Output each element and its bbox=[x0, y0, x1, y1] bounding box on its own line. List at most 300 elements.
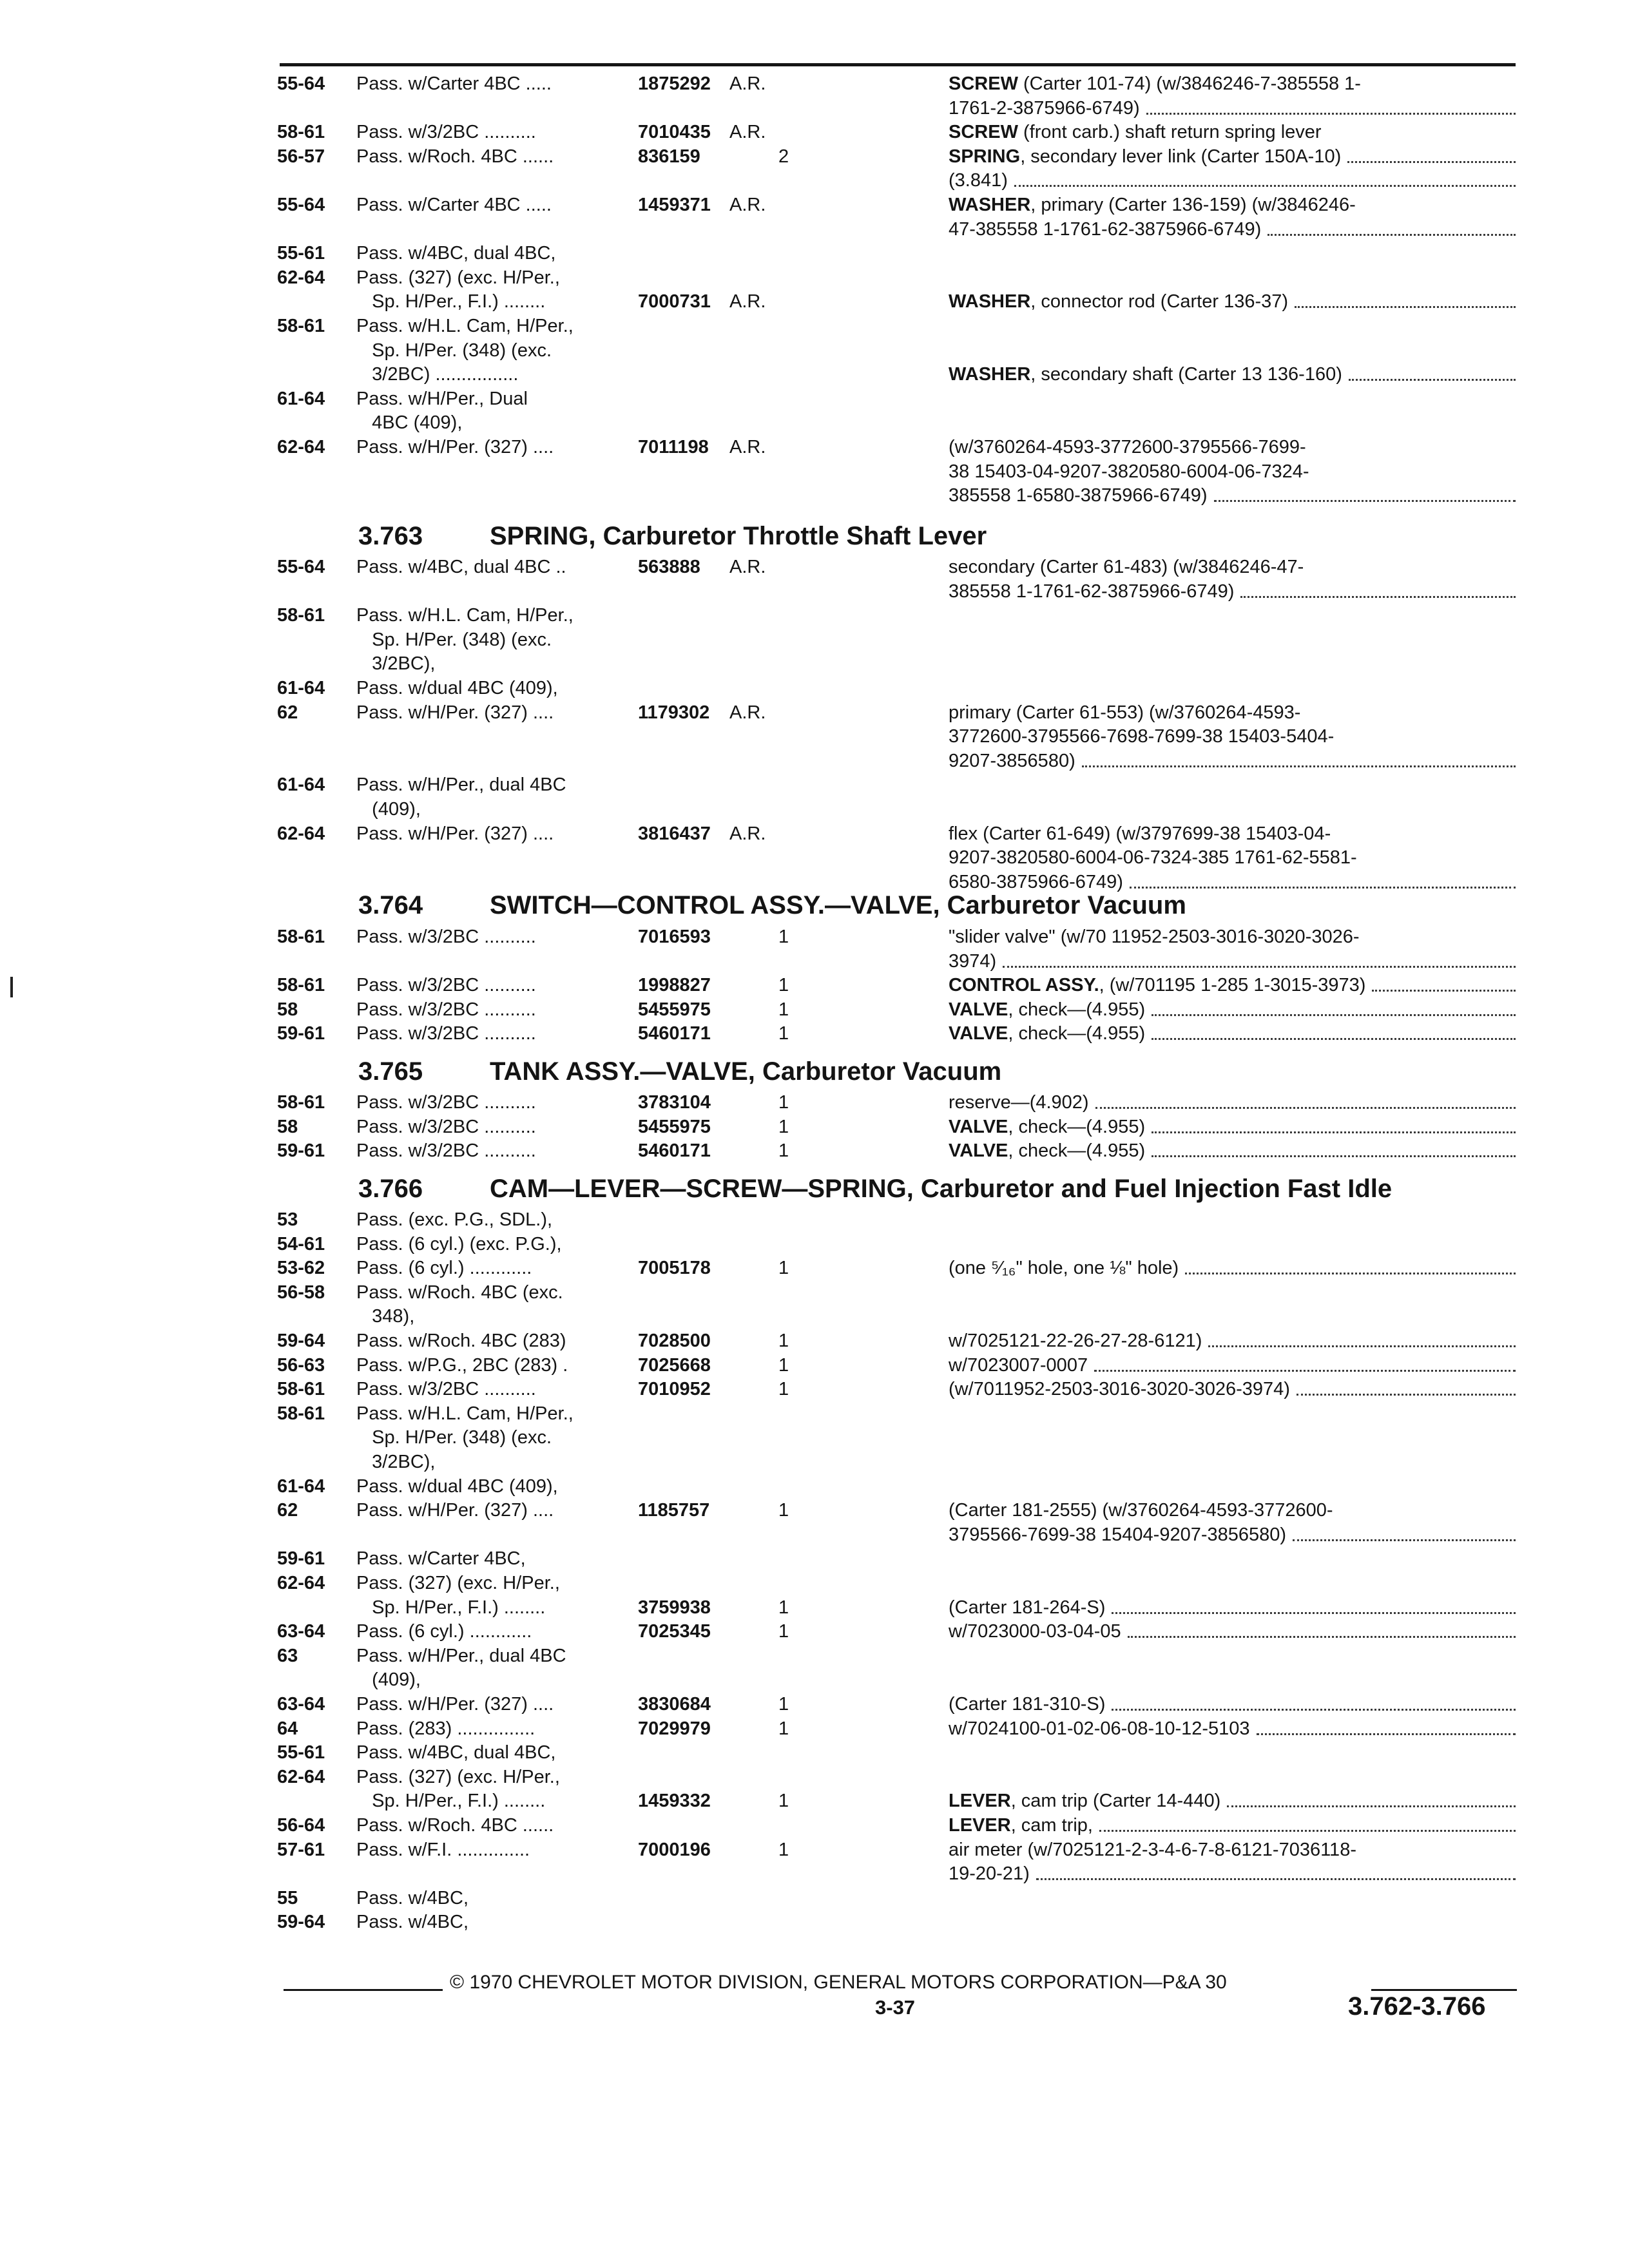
parts-row bbox=[0, 363, 1547, 389]
parts-row bbox=[0, 998, 1547, 1024]
parts-row bbox=[0, 555, 1547, 581]
model-years: 63-64 bbox=[277, 1621, 325, 1642]
application: Pass. (327) (exc. H/Per., bbox=[356, 1573, 560, 1593]
description: 9207-3820580-6004-06-7324-385 1761-62-5581- bbox=[949, 847, 1357, 869]
leader-dots bbox=[1094, 1370, 1516, 1372]
parts-row bbox=[0, 1475, 1547, 1501]
parts-row bbox=[0, 1838, 1547, 1864]
model-years: 58 bbox=[277, 999, 298, 1020]
page-number: 3-37 bbox=[875, 1996, 916, 2019]
application: 3/2BC), bbox=[356, 653, 436, 675]
part-number: 3759938 bbox=[638, 1597, 711, 1618]
description: (w/7011952-2503-3016-3020-3026-3974) bbox=[949, 1379, 1290, 1400]
model-years: 59-61 bbox=[277, 1140, 325, 1162]
parts-row bbox=[0, 1789, 1547, 1815]
part-number: 7000731 bbox=[638, 291, 711, 312]
leader-dots bbox=[1128, 1636, 1516, 1638]
application: Pass. w/P.G., 2BC (283) . bbox=[356, 1354, 568, 1376]
leader-dots bbox=[1296, 1394, 1516, 1396]
description: (one ⁵⁄₁₆" hole, one ⅛" hole) bbox=[949, 1258, 1179, 1279]
parts-row bbox=[0, 1022, 1547, 1048]
parts-row bbox=[0, 218, 1547, 244]
section-title: SPRING, Carburetor Throttle Shaft Lever bbox=[490, 522, 987, 550]
part-number: 7011198 bbox=[638, 437, 709, 457]
application: Pass. w/dual 4BC (409), bbox=[356, 678, 558, 698]
description: w/7025121-22-26-27-28-6121) bbox=[949, 1331, 1202, 1351]
application: (409), bbox=[356, 1669, 421, 1691]
description: primary (Carter 61-553) (w/3760264-4593- bbox=[949, 702, 1301, 723]
model-years: 62 bbox=[277, 1500, 298, 1521]
parts-row bbox=[0, 1910, 1547, 1936]
quantity: A.R. bbox=[729, 823, 766, 844]
quantity: 1 bbox=[778, 927, 789, 947]
model-years: 55-61 bbox=[277, 1742, 325, 1763]
model-years: 64 bbox=[277, 1718, 298, 1739]
description: secondary (Carter 61-483) (w/3846246-47- bbox=[949, 557, 1304, 577]
part-number: 5455975 bbox=[638, 1116, 711, 1137]
part-number: 836159 bbox=[638, 146, 700, 167]
parts-row bbox=[0, 1139, 1547, 1165]
quantity: 1 bbox=[778, 1023, 789, 1044]
part-number: 1875292 bbox=[638, 73, 711, 94]
application: Pass. w/4BC, bbox=[356, 1887, 469, 1908]
quantity: 1 bbox=[778, 1379, 789, 1400]
application: Pass. w/H/Per. (327) .... bbox=[356, 823, 554, 844]
footer-copyright: © 1970 CHEVROLET MOTOR DIVISION, GENERAL MOTORS CORPORATION—P&A 30 bbox=[450, 1972, 1227, 1993]
description: (w/3760264-4593-3772600-3795566-7699- bbox=[949, 437, 1306, 457]
quantity: 1 bbox=[778, 1258, 789, 1279]
parts-row bbox=[0, 387, 1547, 413]
application: Pass. w/Roch. 4BC (exc. bbox=[356, 1282, 563, 1303]
leader-dots bbox=[1295, 306, 1516, 308]
quantity: A.R. bbox=[729, 291, 766, 312]
model-years: 62-64 bbox=[277, 1573, 325, 1593]
parts-row bbox=[0, 701, 1547, 727]
parts-row bbox=[0, 1233, 1547, 1258]
description: LEVER, cam trip (Carter 14-440) bbox=[949, 1791, 1221, 1812]
leader-dots bbox=[1099, 1830, 1516, 1832]
application: Pass. (283) ............... bbox=[356, 1718, 535, 1739]
model-years: 62-64 bbox=[277, 1766, 325, 1787]
model-years: 58-61 bbox=[277, 122, 325, 143]
parts-row bbox=[0, 725, 1547, 751]
quantity: A.R. bbox=[729, 702, 766, 723]
section-title: TANK ASSY.—VALVE, Carburetor Vacuum bbox=[490, 1057, 1002, 1086]
part-number: 7005178 bbox=[638, 1258, 711, 1279]
application: Pass. w/H/Per., Dual bbox=[356, 388, 528, 409]
section-number: 3.764 bbox=[358, 891, 423, 919]
parts-row bbox=[0, 1115, 1547, 1141]
description: 3795566-7699-38 15404-9207-3856580) bbox=[949, 1524, 1287, 1545]
description: reserve—(4.902) bbox=[949, 1092, 1089, 1113]
part-number: 1179302 bbox=[638, 702, 710, 723]
model-years: 54-61 bbox=[277, 1233, 325, 1254]
application: Pass. w/dual 4BC (409), bbox=[356, 1475, 558, 1497]
footer-rule-right bbox=[1371, 1989, 1517, 1991]
model-years: 62 bbox=[277, 702, 298, 723]
model-years: 58-61 bbox=[277, 316, 325, 336]
parts-row bbox=[0, 1329, 1547, 1355]
parts-row bbox=[0, 1741, 1547, 1767]
parts-row bbox=[0, 436, 1547, 461]
model-years: 58-61 bbox=[277, 1403, 325, 1424]
application: Pass. w/Carter 4BC ..... bbox=[356, 195, 552, 215]
leader-dots bbox=[1130, 887, 1516, 889]
application: Pass. w/4BC, dual 4BC, bbox=[356, 1742, 556, 1763]
leader-dots bbox=[1152, 1155, 1516, 1157]
leader-dots bbox=[1268, 234, 1516, 236]
model-years: 59-61 bbox=[277, 1548, 325, 1570]
description: flex (Carter 61-649) (w/3797699-38 15403-04- bbox=[949, 823, 1331, 844]
parts-row bbox=[0, 628, 1547, 654]
description: w/7024100-01-02-06-08-10-12-5103 bbox=[949, 1718, 1250, 1739]
application: Pass. w/Roch. 4BC ...... bbox=[356, 1815, 554, 1836]
model-years: 62-64 bbox=[277, 437, 325, 457]
parts-row bbox=[0, 950, 1547, 975]
model-years: 61-64 bbox=[277, 678, 325, 698]
part-number: 7016593 bbox=[638, 927, 711, 947]
section-title: CAM—LEVER—SCREW—SPRING, Carburetor and Fuel Injection Fast Idle bbox=[490, 1175, 1393, 1203]
application: 348), bbox=[356, 1306, 415, 1327]
part-number: 7010435 bbox=[638, 122, 711, 143]
quantity: 1 bbox=[778, 999, 789, 1020]
leader-dots bbox=[1185, 1273, 1516, 1274]
application: Pass. w/3/2BC .......... bbox=[356, 1140, 536, 1162]
parts-row bbox=[0, 822, 1547, 848]
leader-dots bbox=[1240, 596, 1516, 598]
leader-dots bbox=[1112, 1612, 1516, 1614]
application: Pass. w/3/2BC .......... bbox=[356, 122, 536, 143]
description: WASHER, primary (Carter 136-159) (w/3846246- bbox=[949, 195, 1356, 215]
leader-dots bbox=[1227, 1805, 1516, 1807]
application: Pass. w/Carter 4BC ..... bbox=[356, 73, 552, 94]
description: 9207-3856580) bbox=[949, 750, 1075, 771]
parts-row bbox=[0, 1450, 1547, 1476]
model-years: 55 bbox=[277, 1887, 298, 1908]
quantity: 1 bbox=[778, 1354, 789, 1376]
parts-row bbox=[0, 773, 1547, 799]
model-years: 58-61 bbox=[277, 605, 325, 626]
application: Pass. w/3/2BC .......... bbox=[356, 1092, 536, 1113]
quantity: A.R. bbox=[729, 122, 766, 143]
parts-row bbox=[0, 1620, 1547, 1646]
application: Pass. w/3/2BC .......... bbox=[356, 975, 536, 996]
description: SCREW (front carb.) shaft return spring lever bbox=[949, 122, 1322, 143]
model-years: 53 bbox=[277, 1209, 298, 1230]
leader-dots bbox=[1152, 1131, 1516, 1133]
leader-dots bbox=[1349, 379, 1516, 381]
part-number: 3783104 bbox=[638, 1092, 711, 1113]
parts-row bbox=[0, 460, 1547, 486]
application: Pass. w/4BC, dual 4BC, bbox=[356, 243, 556, 264]
part-number: 1459332 bbox=[638, 1791, 711, 1812]
application: (409), bbox=[356, 799, 421, 820]
leader-dots bbox=[1152, 1038, 1516, 1040]
part-number: 7010952 bbox=[638, 1379, 711, 1400]
description: w/7023007-0007 bbox=[949, 1354, 1088, 1376]
parts-row bbox=[0, 1596, 1547, 1622]
model-years: 59-64 bbox=[277, 1912, 325, 1933]
parts-row bbox=[0, 1091, 1547, 1117]
description: (Carter 181-310-S) bbox=[949, 1694, 1106, 1715]
parts-row bbox=[0, 314, 1547, 340]
leader-dots bbox=[1293, 1539, 1516, 1541]
model-years: 59-61 bbox=[277, 1023, 325, 1044]
model-years: 63-64 bbox=[277, 1694, 325, 1715]
part-number: 3816437 bbox=[638, 823, 711, 844]
parts-row bbox=[0, 411, 1547, 437]
parts-row bbox=[0, 1499, 1547, 1524]
parts-row bbox=[0, 974, 1547, 999]
quantity: 1 bbox=[778, 1791, 789, 1812]
section-number: 3.763 bbox=[358, 522, 423, 550]
application: Sp. H/Per., F.I.) ........ bbox=[356, 1791, 546, 1812]
model-years: 58-61 bbox=[277, 975, 325, 996]
application: Pass. w/4BC, bbox=[356, 1912, 469, 1933]
parts-row bbox=[0, 266, 1547, 292]
application: Pass. w/H/Per., dual 4BC bbox=[356, 1645, 566, 1666]
part-number: 1998827 bbox=[638, 975, 711, 996]
application: Sp. H/Per., F.I.) ........ bbox=[356, 291, 546, 312]
parts-row bbox=[0, 846, 1547, 872]
leader-dots bbox=[1095, 1107, 1516, 1109]
application: Sp. H/Per., F.I.) ........ bbox=[356, 1597, 546, 1618]
leader-dots bbox=[1214, 500, 1516, 502]
top-rule bbox=[280, 63, 1516, 66]
description: VALVE, check—(4.955) bbox=[949, 1140, 1146, 1162]
application: Pass. (6 cyl.) ............ bbox=[356, 1258, 532, 1279]
parts-row bbox=[0, 1765, 1547, 1791]
part-number: 3830684 bbox=[638, 1694, 711, 1715]
parts-row bbox=[0, 1378, 1547, 1403]
application: Pass. w/H.L. Cam, H/Per., bbox=[356, 316, 574, 336]
parts-row bbox=[0, 193, 1547, 219]
model-years: 57-61 bbox=[277, 1839, 325, 1860]
parts-row bbox=[0, 1523, 1547, 1549]
application: Pass. (327) (exc. H/Per., bbox=[356, 1766, 560, 1787]
quantity: A.R. bbox=[729, 195, 766, 215]
footer-rule-left bbox=[284, 1989, 443, 1991]
model-years: 55-64 bbox=[277, 73, 325, 94]
part-number: 7000196 bbox=[638, 1839, 711, 1860]
model-years: 56-64 bbox=[277, 1815, 325, 1836]
model-years: 55-61 bbox=[277, 243, 325, 264]
parts-row bbox=[0, 72, 1547, 98]
description: w/7023000-03-04-05 bbox=[949, 1621, 1121, 1642]
description: (Carter 181-2555) (w/3760264-4593-3772600- bbox=[949, 1500, 1333, 1521]
description: 6580-3875966-6749) bbox=[949, 871, 1123, 892]
quantity: 1 bbox=[778, 1140, 789, 1162]
description: WASHER, secondary shaft (Carter 13 136-160) bbox=[949, 364, 1342, 385]
part-number: 7029979 bbox=[638, 1718, 711, 1739]
application: Pass. (exc. P.G., SDL.), bbox=[356, 1209, 553, 1230]
model-years: 61-64 bbox=[277, 388, 325, 409]
model-years: 58-61 bbox=[277, 1379, 325, 1400]
application: Sp. H/Per. (348) (exc. bbox=[356, 1427, 552, 1448]
description: WASHER, connector rod (Carter 136-37) bbox=[949, 291, 1289, 312]
quantity: 1 bbox=[778, 1331, 789, 1351]
part-number: 5460171 bbox=[638, 1140, 711, 1162]
description: 47-385558 1-1761-62-3875966-6749) bbox=[949, 218, 1262, 240]
quantity: A.R. bbox=[729, 557, 766, 577]
model-years: 58-61 bbox=[277, 927, 325, 947]
description: LEVER, cam trip, bbox=[949, 1815, 1093, 1836]
parts-row bbox=[0, 97, 1547, 122]
parts-row bbox=[0, 120, 1547, 146]
quantity: 2 bbox=[778, 146, 789, 167]
parts-row bbox=[0, 339, 1547, 365]
part-number: 7028500 bbox=[638, 1331, 711, 1351]
description: 38 15403-04-9207-3820580-6004-06-7324- bbox=[949, 461, 1309, 482]
quantity: 1 bbox=[778, 1597, 789, 1618]
part-number: 7025345 bbox=[638, 1621, 711, 1642]
quantity: 1 bbox=[778, 1621, 789, 1642]
model-years: 61-64 bbox=[277, 1475, 325, 1497]
parts-row bbox=[0, 1717, 1547, 1743]
quantity: 1 bbox=[778, 1839, 789, 1860]
model-years: 55-64 bbox=[277, 557, 325, 577]
application: Pass. w/3/2BC .......... bbox=[356, 1023, 536, 1044]
leader-dots bbox=[1347, 161, 1516, 163]
parts-row bbox=[0, 798, 1547, 823]
leader-dots bbox=[1014, 185, 1516, 187]
application: Pass. (327) (exc. H/Per., bbox=[356, 267, 560, 288]
description: 385558 1-6580-3875966-6749) bbox=[949, 485, 1208, 506]
model-years: 59-64 bbox=[277, 1331, 325, 1351]
model-years: 63 bbox=[277, 1645, 298, 1666]
application: Pass. w/H/Per. (327) .... bbox=[356, 1500, 554, 1521]
parts-row bbox=[0, 677, 1547, 702]
application: Pass. w/H/Per., dual 4BC bbox=[356, 774, 566, 796]
part-number: 5455975 bbox=[638, 999, 711, 1020]
application: Pass. w/Carter 4BC, bbox=[356, 1548, 526, 1570]
model-years: 55-64 bbox=[277, 195, 325, 215]
description: "slider valve" (w/70 11952-2503-3016-3020-3026- bbox=[949, 927, 1360, 947]
application: Pass. w/4BC, dual 4BC .. bbox=[356, 557, 566, 577]
application: Pass. w/3/2BC .......... bbox=[356, 1379, 536, 1400]
quantity: 1 bbox=[778, 1718, 789, 1739]
leader-dots bbox=[1112, 1709, 1516, 1711]
application: Pass. (6 cyl.) (exc. P.G.), bbox=[356, 1233, 562, 1254]
parts-row bbox=[0, 1402, 1547, 1428]
part-number: 563888 bbox=[638, 557, 700, 577]
description: (Carter 181-264-S) bbox=[949, 1597, 1106, 1618]
description: 1761-2-3875966-6749) bbox=[949, 97, 1140, 119]
parts-row bbox=[0, 580, 1547, 606]
application: 4BC (409), bbox=[356, 412, 463, 434]
application: 3/2BC) ................ bbox=[356, 364, 519, 385]
description: VALVE, check—(4.955) bbox=[949, 1116, 1146, 1137]
application: Pass. w/3/2BC .......... bbox=[356, 999, 536, 1020]
part-number: 1459371 bbox=[638, 195, 711, 215]
application: Pass. w/3/2BC .......... bbox=[356, 927, 536, 947]
application: Pass. w/H/Per. (327) .... bbox=[356, 702, 554, 723]
leader-dots bbox=[1036, 1878, 1516, 1880]
parts-row bbox=[0, 1887, 1547, 1912]
parts-row bbox=[0, 604, 1547, 629]
description: 19-20-21) bbox=[949, 1863, 1030, 1885]
parts-row bbox=[0, 749, 1547, 775]
model-years: 56-57 bbox=[277, 146, 325, 167]
group-range: 3.762-3.766 bbox=[1348, 1992, 1486, 2021]
leader-dots bbox=[1257, 1733, 1516, 1735]
model-years: 62-64 bbox=[277, 267, 325, 288]
description: CONTROL ASSY., (w/701195 1-285 1-3015-3973) bbox=[949, 975, 1366, 996]
application: Pass. w/Roch. 4BC ...... bbox=[356, 146, 554, 167]
application: Pass. w/H/Per. (327) .... bbox=[356, 1694, 554, 1715]
parts-row bbox=[0, 1693, 1547, 1718]
parts-row bbox=[0, 1426, 1547, 1452]
parts-row bbox=[0, 242, 1547, 267]
parts-row bbox=[0, 1354, 1547, 1379]
description: 3974) bbox=[949, 950, 997, 972]
model-years: 58 bbox=[277, 1116, 298, 1137]
description: 3772600-3795566-7698-7699-38 15403-5404- bbox=[949, 726, 1335, 747]
quantity: 1 bbox=[778, 1694, 789, 1715]
parts-row bbox=[0, 1547, 1547, 1573]
parts-row bbox=[0, 1814, 1547, 1840]
application: Sp. H/Per. (348) (exc. bbox=[356, 629, 552, 650]
description: SCREW (Carter 101-74) (w/3846246-7-385558 1- bbox=[949, 73, 1361, 94]
application: Pass. w/F.I. .............. bbox=[356, 1839, 530, 1860]
parts-row bbox=[0, 1208, 1547, 1234]
quantity: A.R. bbox=[729, 437, 766, 457]
parts-row bbox=[0, 484, 1547, 510]
application: Sp. H/Per. (348) (exc. bbox=[356, 340, 552, 361]
application: Pass. w/H.L. Cam, H/Per., bbox=[356, 1403, 574, 1424]
part-number: 5460171 bbox=[638, 1023, 711, 1044]
leader-dots bbox=[1003, 966, 1516, 968]
application: Pass. (6 cyl.) ............ bbox=[356, 1621, 532, 1642]
application: Pass. w/H/Per. (327) .... bbox=[356, 437, 554, 457]
description: air meter (w/7025121-2-3-4-6-7-8-6121-7036118- bbox=[949, 1839, 1356, 1860]
parts-row bbox=[0, 1862, 1547, 1888]
model-years: 62-64 bbox=[277, 823, 325, 844]
parts-row bbox=[0, 1668, 1547, 1694]
part-number: 7025668 bbox=[638, 1354, 711, 1376]
section-number: 3.766 bbox=[358, 1175, 423, 1203]
model-years: 56-63 bbox=[277, 1354, 325, 1376]
leader-dots bbox=[1152, 1014, 1516, 1016]
application: Pass. w/H.L. Cam, H/Per., bbox=[356, 605, 574, 626]
leader-dots bbox=[1146, 113, 1516, 115]
quantity: 1 bbox=[778, 1092, 789, 1113]
parts-row bbox=[0, 169, 1547, 195]
parts-row bbox=[0, 1571, 1547, 1597]
model-years: 53-62 bbox=[277, 1258, 325, 1279]
parts-row bbox=[0, 925, 1547, 951]
part-number: 1185757 bbox=[638, 1500, 710, 1521]
description: SPRING, secondary lever link (Carter 150A-10) bbox=[949, 146, 1342, 167]
parts-row bbox=[0, 1644, 1547, 1670]
section-title: SWITCH—CONTROL ASSY.—VALVE, Carburetor Vacuum bbox=[490, 891, 1186, 919]
model-years: 61-64 bbox=[277, 774, 325, 796]
quantity: 1 bbox=[778, 975, 789, 996]
leader-dots bbox=[1208, 1345, 1516, 1347]
leader-dots bbox=[1082, 765, 1516, 767]
description: 385558 1-1761-62-3875966-6749) bbox=[949, 581, 1235, 602]
quantity: 1 bbox=[778, 1116, 789, 1137]
application: Pass. w/3/2BC .......... bbox=[356, 1116, 536, 1137]
model-years: 56-58 bbox=[277, 1282, 325, 1303]
leader-dots bbox=[1372, 990, 1516, 992]
quantity: 1 bbox=[778, 1500, 789, 1521]
parts-row bbox=[0, 652, 1547, 678]
description: VALVE, check—(4.955) bbox=[949, 999, 1146, 1020]
section-number: 3.765 bbox=[358, 1057, 423, 1086]
parts-row bbox=[0, 1281, 1547, 1307]
application: Pass. w/Roch. 4BC (283) bbox=[356, 1331, 566, 1351]
